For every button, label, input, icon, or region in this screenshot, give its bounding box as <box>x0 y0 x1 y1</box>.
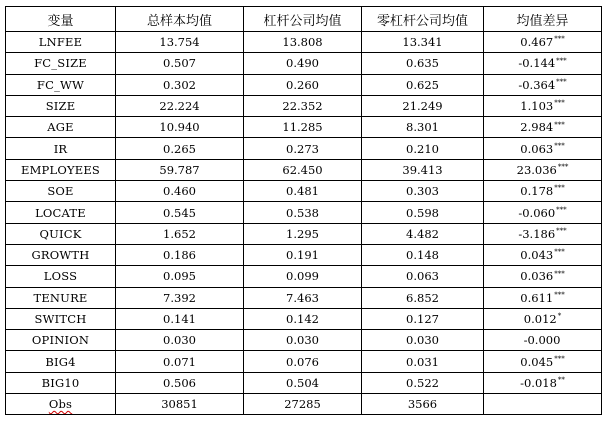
leveraged-mean-cell <box>244 308 362 329</box>
leveraged-mean-cell <box>244 95 362 116</box>
significance-stars: *** <box>554 35 565 44</box>
leveraged-mean-cell-text: 11.285 <box>282 120 323 135</box>
significance-stars: *** <box>554 290 565 299</box>
zero-leverage-mean-cell <box>362 181 484 202</box>
leveraged-mean-cell <box>244 117 362 138</box>
mean-difference-cell-text: -0.060 <box>518 205 556 220</box>
zero-leverage-mean-cell-text: 3566 <box>407 397 438 412</box>
significance-stars: *** <box>554 141 565 150</box>
mean-difference-cell-text: 0.611 <box>520 290 554 305</box>
mean-difference-cell <box>484 223 602 244</box>
mean-difference-cell <box>484 394 602 415</box>
zero-leverage-mean-cell <box>362 266 484 287</box>
mean-difference-cell-text: 0.178 <box>520 184 554 199</box>
zero-leverage-mean-cell-text: 0.210 <box>406 141 439 156</box>
total-mean-cell-text: 0.302 <box>163 77 196 92</box>
mean-difference-cell-text: 2.984 <box>520 120 554 135</box>
table-row <box>6 330 602 351</box>
zero-leverage-mean-cell <box>362 372 484 393</box>
leveraged-mean-cell <box>244 394 362 415</box>
significance-stars: *** <box>556 56 567 65</box>
table-row <box>6 181 602 202</box>
variable-cell <box>6 159 116 180</box>
total-mean-cell-text: 22.224 <box>159 99 200 114</box>
mean-difference-cell <box>484 308 602 329</box>
total-mean-cell <box>116 117 244 138</box>
leveraged-mean-cell-text: 22.352 <box>282 99 323 114</box>
zero-leverage-mean-cell-text: 13.341 <box>402 35 443 50</box>
zero-leverage-mean-cell-text: 0.598 <box>406 205 439 220</box>
zero-leverage-mean-cell-text: 0.303 <box>406 184 439 199</box>
table-row <box>6 117 602 138</box>
variable-cell-text: SWITCH <box>34 312 87 326</box>
variable-cell-text: FC_SIZE <box>34 56 87 71</box>
leveraged-mean-cell <box>244 202 362 223</box>
leveraged-mean-cell <box>244 53 362 74</box>
variable-cell <box>6 181 116 202</box>
leveraged-mean-cell <box>244 372 362 393</box>
significance-stars: ** <box>557 376 565 385</box>
variable-cell <box>6 32 116 53</box>
total-mean-cell <box>116 266 244 287</box>
total-mean-cell-text: 30851 <box>161 397 198 412</box>
mean-difference-cell-text: -0.000 <box>523 333 561 348</box>
mean-difference-cell <box>484 53 602 74</box>
mean-difference-cell <box>484 266 602 287</box>
variable-cell-text: AGE <box>47 120 74 135</box>
mean-difference-cell <box>484 32 602 53</box>
total-mean-cell-text: 10.940 <box>159 120 200 135</box>
mean-difference-cell-text: 23.036 <box>516 162 557 177</box>
variable-cell-text: GROWTH <box>31 248 90 263</box>
table-row <box>6 351 602 372</box>
variable-cell-text: EMPLOYEES <box>20 162 101 177</box>
leveraged-mean-cell <box>244 287 362 308</box>
table-row <box>6 202 602 223</box>
zero-leverage-mean-cell-text: 0.030 <box>406 333 439 348</box>
mean-difference-cell <box>484 287 602 308</box>
table-row <box>6 95 602 116</box>
mean-difference-cell-text: 0.467 <box>520 35 554 50</box>
significance-stars: *** <box>554 184 565 193</box>
zero-leverage-mean-cell <box>362 223 484 244</box>
variable-cell-text: LNFEE <box>38 35 83 50</box>
significance-stars: *** <box>557 163 569 172</box>
table-row <box>6 159 602 180</box>
variable-cell <box>6 351 116 372</box>
leveraged-mean-cell-text: 0.142 <box>286 312 319 326</box>
leveraged-mean-cell-text: 0.490 <box>286 56 319 71</box>
variable-cell <box>6 95 116 116</box>
leveraged-mean-cell-text: 0.076 <box>286 354 319 369</box>
zero-leverage-mean-cell-text: 39.413 <box>402 162 443 177</box>
table-row <box>6 138 602 159</box>
variable-cell <box>6 372 116 393</box>
mean-difference-cell-text: 0.012 <box>523 312 557 326</box>
zero-leverage-mean-cell-text: 4.482 <box>406 226 439 241</box>
variable-cell <box>6 244 116 265</box>
summary-statistics-table <box>5 6 602 415</box>
zero-leverage-mean-cell <box>362 53 484 74</box>
header-leveraged-mean: 杠杆公司均值 <box>244 7 362 32</box>
zero-leverage-mean-cell <box>362 74 484 95</box>
total-mean-cell <box>116 223 244 244</box>
zero-leverage-mean-cell <box>362 394 484 415</box>
zero-leverage-mean-cell <box>362 159 484 180</box>
total-mean-cell <box>116 74 244 95</box>
mean-difference-cell-text: 1.103 <box>520 99 554 114</box>
variable-cell <box>6 394 116 415</box>
leveraged-mean-cell-text: 0.260 <box>286 77 319 92</box>
zero-leverage-mean-cell <box>362 138 484 159</box>
zero-leverage-mean-cell-text: 0.148 <box>406 248 439 263</box>
variable-cell <box>6 223 116 244</box>
mean-difference-cell <box>484 244 602 265</box>
mean-difference-cell-text: 0.063 <box>520 141 554 156</box>
total-mean-cell <box>116 32 244 53</box>
variable-cell-text: QUICK <box>39 226 82 241</box>
total-mean-cell <box>116 202 244 223</box>
table-row <box>6 53 602 74</box>
header-total-mean: 总样本均值 <box>116 7 244 32</box>
total-mean-cell <box>116 95 244 116</box>
zero-leverage-mean-cell-text: 0.127 <box>406 312 439 326</box>
header-row <box>6 7 602 32</box>
mean-difference-cell <box>484 181 602 202</box>
variable-cell-text: LOSS <box>43 269 78 284</box>
mean-difference-cell <box>484 351 602 372</box>
zero-leverage-mean-cell <box>362 244 484 265</box>
significance-stars: *** <box>554 354 565 363</box>
leveraged-mean-cell <box>244 223 362 244</box>
mean-difference-cell-text: 0.043 <box>520 248 554 263</box>
table-row <box>6 244 602 265</box>
total-mean-cell-text: 0.460 <box>163 184 196 199</box>
variable-cell <box>6 138 116 159</box>
leveraged-mean-cell-text: 0.030 <box>286 333 319 348</box>
total-mean-cell-text: 0.095 <box>163 269 196 284</box>
table-body <box>6 32 602 415</box>
total-mean-cell-text: 59.787 <box>159 162 200 177</box>
zero-leverage-mean-cell-text: 0.625 <box>406 77 439 92</box>
zero-leverage-mean-cell <box>362 308 484 329</box>
zero-leverage-mean-cell-text: 21.249 <box>402 99 443 114</box>
total-mean-cell-text: 0.265 <box>163 141 196 156</box>
zero-leverage-mean-cell <box>362 95 484 116</box>
mean-difference-cell <box>484 202 602 223</box>
table-row <box>6 287 602 308</box>
total-mean-cell-text: 13.754 <box>159 35 200 50</box>
variable-cell-text: OPINION <box>31 333 90 348</box>
variable-cell-text: FC_WW <box>36 77 85 92</box>
variable-cell-text: SIZE <box>45 99 76 114</box>
variable-cell-text: BIG10 <box>41 375 80 390</box>
variable-cell-text: LOCATE <box>35 205 86 220</box>
mean-difference-cell <box>484 330 602 351</box>
header-zero-leverage-mean: 零杠杆公司均值 <box>362 7 484 32</box>
leveraged-mean-cell-text: 7.463 <box>286 290 319 305</box>
leveraged-mean-cell-text: 0.273 <box>286 141 319 156</box>
leveraged-mean-cell <box>244 181 362 202</box>
total-mean-cell <box>116 351 244 372</box>
zero-leverage-mean-cell-text: 0.063 <box>406 269 439 284</box>
mean-difference-cell-text: -0.364 <box>518 77 556 92</box>
table-row <box>6 223 602 244</box>
table-row <box>6 394 602 415</box>
leveraged-mean-cell <box>244 330 362 351</box>
leveraged-mean-cell-text: 62.450 <box>282 162 323 177</box>
leveraged-mean-cell <box>244 138 362 159</box>
header-variable: 变量 <box>6 7 116 32</box>
variable-cell <box>6 266 116 287</box>
total-mean-cell <box>116 394 244 415</box>
leveraged-mean-cell <box>244 351 362 372</box>
variable-cell-text: SOE <box>47 184 74 199</box>
mean-difference-cell-text: 0.045 <box>520 354 554 369</box>
mean-difference-cell-text: 0.036 <box>520 269 554 284</box>
significance-stars: *** <box>556 226 567 235</box>
variable-cell <box>6 117 116 138</box>
zero-leverage-mean-cell <box>362 202 484 223</box>
leveraged-mean-cell-text: 13.808 <box>282 35 323 50</box>
variable-cell-text: BIG4 <box>45 354 76 369</box>
total-mean-cell-text: 0.507 <box>163 56 196 71</box>
zero-leverage-mean-cell-text: 8.301 <box>406 120 439 135</box>
leveraged-mean-cell-text: 0.504 <box>286 375 319 390</box>
total-mean-cell-text: 0.071 <box>163 354 196 369</box>
variable-cell-text: Obs <box>48 397 73 412</box>
header-mean-difference: 均值差异 <box>484 7 602 32</box>
leveraged-mean-cell <box>244 266 362 287</box>
leveraged-mean-cell-text: 27285 <box>284 397 321 412</box>
variable-cell <box>6 287 116 308</box>
table-row <box>6 32 602 53</box>
significance-stars: *** <box>554 120 565 129</box>
variable-cell <box>6 53 116 74</box>
zero-leverage-mean-cell <box>362 117 484 138</box>
mean-difference-cell <box>484 95 602 116</box>
leveraged-mean-cell-text: 0.191 <box>286 248 319 263</box>
zero-leverage-mean-cell <box>362 32 484 53</box>
total-mean-cell <box>116 181 244 202</box>
variable-cell <box>6 202 116 223</box>
total-mean-cell <box>116 159 244 180</box>
mean-difference-cell-text: -0.018 <box>520 375 557 390</box>
variable-cell <box>6 330 116 351</box>
mean-difference-cell-text: -3.186 <box>518 226 556 241</box>
total-mean-cell-text: 0.141 <box>163 312 196 326</box>
table-row <box>6 74 602 95</box>
mean-difference-cell <box>484 74 602 95</box>
leveraged-mean-cell-text: 0.481 <box>286 184 319 199</box>
mean-difference-cell-text: -0.144 <box>518 56 556 71</box>
significance-stars: *** <box>556 77 567 86</box>
significance-stars: *** <box>556 205 567 214</box>
leveraged-mean-cell-text: 0.099 <box>286 269 319 284</box>
total-mean-cell-text: 0.506 <box>163 375 196 390</box>
significance-stars: * <box>557 312 562 321</box>
leveraged-mean-cell <box>244 74 362 95</box>
table-row <box>6 266 602 287</box>
zero-leverage-mean-cell-text: 0.635 <box>406 56 439 71</box>
table-row <box>6 372 602 393</box>
total-mean-cell-text: 7.392 <box>163 290 196 305</box>
total-mean-cell-text: 0.030 <box>163 333 196 348</box>
leveraged-mean-cell-text: 0.538 <box>286 205 319 220</box>
total-mean-cell <box>116 53 244 74</box>
total-mean-cell <box>116 244 244 265</box>
total-mean-cell <box>116 330 244 351</box>
significance-stars: *** <box>554 248 565 257</box>
zero-leverage-mean-cell <box>362 287 484 308</box>
zero-leverage-mean-cell-text: 0.522 <box>406 375 439 390</box>
mean-difference-cell <box>484 372 602 393</box>
zero-leverage-mean-cell <box>362 351 484 372</box>
mean-difference-cell <box>484 159 602 180</box>
leveraged-mean-cell <box>244 159 362 180</box>
significance-stars: *** <box>554 99 565 108</box>
zero-leverage-mean-cell-text: 0.031 <box>406 354 439 369</box>
table-row <box>6 308 602 329</box>
significance-stars: *** <box>554 269 565 278</box>
total-mean-cell <box>116 287 244 308</box>
variable-cell <box>6 74 116 95</box>
zero-leverage-mean-cell-text: 6.852 <box>406 290 439 305</box>
mean-difference-cell <box>484 138 602 159</box>
leveraged-mean-cell <box>244 244 362 265</box>
leveraged-mean-cell-text: 1.295 <box>286 226 319 241</box>
total-mean-cell <box>116 308 244 329</box>
variable-cell-text: IR <box>53 141 68 156</box>
variable-cell-text: TENURE <box>33 290 88 305</box>
mean-difference-cell <box>484 117 602 138</box>
total-mean-cell-text: 0.545 <box>163 205 196 220</box>
zero-leverage-mean-cell <box>362 330 484 351</box>
total-mean-cell-text: 0.186 <box>163 248 196 263</box>
leveraged-mean-cell <box>244 32 362 53</box>
total-mean-cell <box>116 372 244 393</box>
total-mean-cell-text: 1.652 <box>163 226 196 241</box>
variable-cell <box>6 308 116 329</box>
total-mean-cell <box>116 138 244 159</box>
